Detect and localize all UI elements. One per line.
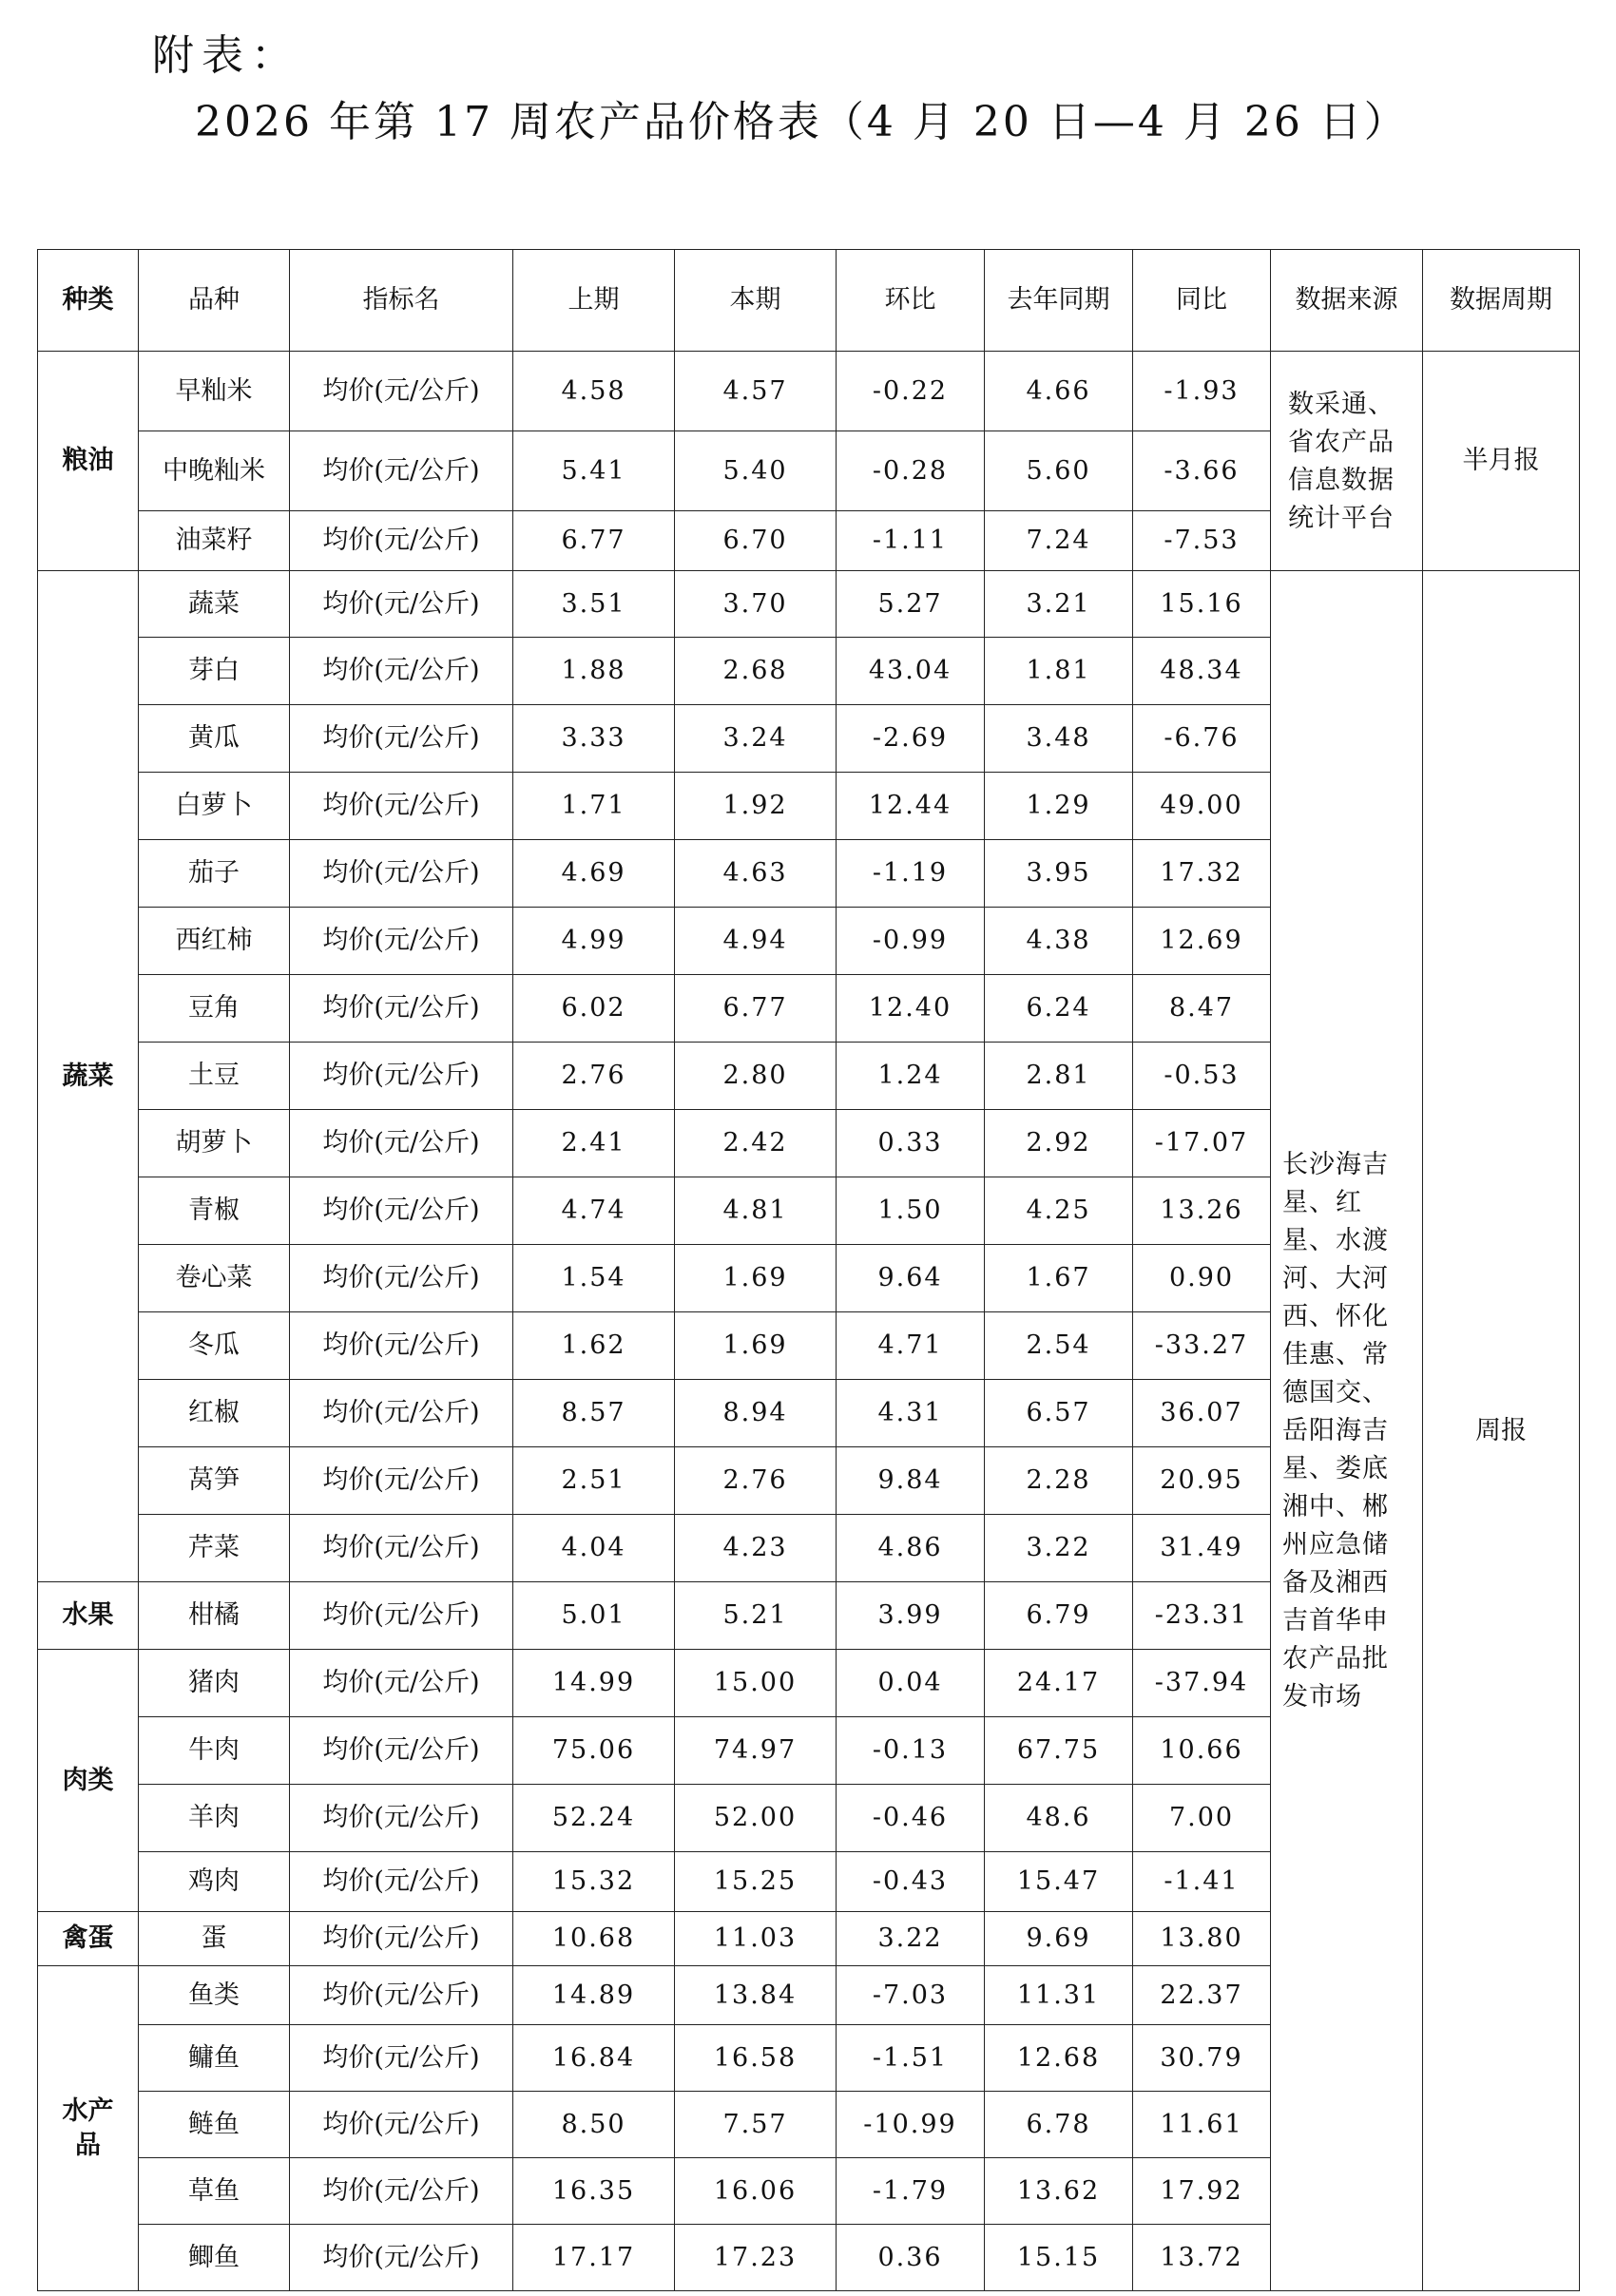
variety-cell: 黄瓜	[139, 705, 290, 773]
yoy-cell: -33.27	[1133, 1312, 1271, 1380]
current-value-cell: 1.69	[675, 1245, 837, 1312]
variety-cell: 蔬菜	[139, 571, 290, 638]
column-header: 数据周期	[1423, 250, 1580, 352]
current-value-cell: 1.69	[675, 1312, 837, 1380]
indicator-cell: 均价(元/公斤)	[290, 1966, 513, 2025]
indicator-cell: 均价(元/公斤)	[290, 2158, 513, 2225]
mom-cell: 1.50	[837, 1177, 985, 1245]
yoy-cell: 11.61	[1133, 2092, 1271, 2158]
indicator-cell: 均价(元/公斤)	[290, 571, 513, 638]
previous-value-cell: 75.06	[513, 1717, 675, 1785]
current-value-cell: 5.21	[675, 1582, 837, 1650]
data-period-cell: 周报	[1423, 571, 1580, 2291]
yoy-cell: -7.53	[1133, 511, 1271, 571]
last-year-cell: 13.62	[985, 2158, 1133, 2225]
indicator-cell: 均价(元/公斤)	[290, 2092, 513, 2158]
yoy-cell: 48.34	[1133, 638, 1271, 705]
yoy-cell: -37.94	[1133, 1650, 1271, 1717]
current-value-cell: 7.57	[675, 2092, 837, 2158]
current-value-cell: 17.23	[675, 2225, 837, 2291]
last-year-cell: 2.28	[985, 1447, 1133, 1515]
indicator-cell: 均价(元/公斤)	[290, 1043, 513, 1110]
current-value-cell: 4.81	[675, 1177, 837, 1245]
mom-cell: 5.27	[837, 571, 985, 638]
data-period-cell: 半月报	[1423, 352, 1580, 571]
last-year-cell: 6.24	[985, 975, 1133, 1043]
data-source-cell: 数采通、省农产品信息数据统计平台	[1271, 352, 1423, 571]
category-cell: 粮油	[38, 352, 139, 571]
indicator-cell: 均价(元/公斤)	[290, 431, 513, 511]
indicator-cell: 均价(元/公斤)	[290, 773, 513, 840]
mom-cell: 43.04	[837, 638, 985, 705]
variety-cell: 莴笋	[139, 1447, 290, 1515]
current-value-cell: 11.03	[675, 1912, 837, 1966]
previous-value-cell: 4.69	[513, 840, 675, 908]
previous-value-cell: 4.99	[513, 908, 675, 975]
indicator-cell: 均价(元/公斤)	[290, 1582, 513, 1650]
previous-value-cell: 17.17	[513, 2225, 675, 2291]
indicator-cell: 均价(元/公斤)	[290, 908, 513, 975]
indicator-cell: 均价(元/公斤)	[290, 1177, 513, 1245]
table-row	[38, 352, 1580, 431]
current-value-cell: 74.97	[675, 1717, 837, 1785]
last-year-cell: 1.81	[985, 638, 1133, 705]
yoy-cell: 12.69	[1133, 908, 1271, 975]
yoy-cell: -3.66	[1133, 431, 1271, 511]
last-year-cell: 2.81	[985, 1043, 1133, 1110]
yoy-cell: 10.66	[1133, 1717, 1271, 1785]
variety-cell: 西红柿	[139, 908, 290, 975]
last-year-cell: 15.15	[985, 2225, 1133, 2291]
previous-value-cell: 5.01	[513, 1582, 675, 1650]
previous-value-cell: 2.41	[513, 1110, 675, 1177]
mom-cell: 9.84	[837, 1447, 985, 1515]
variety-cell: 茄子	[139, 840, 290, 908]
variety-cell: 牛肉	[139, 1717, 290, 1785]
header-row	[38, 250, 1580, 352]
indicator-cell: 均价(元/公斤)	[290, 1515, 513, 1582]
mom-cell: 4.31	[837, 1380, 985, 1447]
current-value-cell: 16.58	[675, 2025, 837, 2092]
variety-cell: 鲫鱼	[139, 2225, 290, 2291]
variety-cell: 油菜籽	[139, 511, 290, 571]
last-year-cell: 6.79	[985, 1582, 1133, 1650]
previous-value-cell: 8.50	[513, 2092, 675, 2158]
previous-value-cell: 10.68	[513, 1912, 675, 1966]
mom-cell: -0.28	[837, 431, 985, 511]
indicator-cell: 均价(元/公斤)	[290, 2225, 513, 2291]
variety-cell: 冬瓜	[139, 1312, 290, 1380]
last-year-cell: 15.47	[985, 1852, 1133, 1912]
last-year-cell: 4.25	[985, 1177, 1133, 1245]
variety-cell: 羊肉	[139, 1785, 290, 1852]
yoy-cell: 22.37	[1133, 1966, 1271, 2025]
last-year-cell: 1.67	[985, 1245, 1133, 1312]
mom-cell: 12.40	[837, 975, 985, 1043]
current-value-cell: 1.92	[675, 773, 837, 840]
variety-cell: 早籼米	[139, 352, 290, 431]
last-year-cell: 67.75	[985, 1717, 1133, 1785]
mom-cell: -7.03	[837, 1966, 985, 2025]
variety-cell: 鸡肉	[139, 1852, 290, 1912]
indicator-cell: 均价(元/公斤)	[290, 705, 513, 773]
previous-value-cell: 15.32	[513, 1852, 675, 1912]
mom-cell: -1.51	[837, 2025, 985, 2092]
last-year-cell: 3.95	[985, 840, 1133, 908]
yoy-cell: 36.07	[1133, 1380, 1271, 1447]
indicator-cell: 均价(元/公斤)	[290, 1312, 513, 1380]
variety-cell: 豆角	[139, 975, 290, 1043]
indicator-cell: 均价(元/公斤)	[290, 1717, 513, 1785]
column-header: 种类	[38, 250, 139, 352]
indicator-cell: 均价(元/公斤)	[290, 352, 513, 431]
variety-cell: 胡萝卜	[139, 1110, 290, 1177]
mom-cell: 0.04	[837, 1650, 985, 1717]
last-year-cell: 7.24	[985, 511, 1133, 571]
current-value-cell: 16.06	[675, 2158, 837, 2225]
last-year-cell: 4.38	[985, 908, 1133, 975]
last-year-cell: 3.48	[985, 705, 1133, 773]
current-value-cell: 5.40	[675, 431, 837, 511]
last-year-cell: 5.60	[985, 431, 1133, 511]
current-value-cell: 3.70	[675, 571, 837, 638]
mom-cell: -0.22	[837, 352, 985, 431]
column-header: 品种	[139, 250, 290, 352]
current-value-cell: 52.00	[675, 1785, 837, 1852]
current-value-cell: 2.76	[675, 1447, 837, 1515]
indicator-cell: 均价(元/公斤)	[290, 1785, 513, 1852]
previous-value-cell: 5.41	[513, 431, 675, 511]
category-cell: 禽蛋	[38, 1912, 139, 1966]
column-header: 指标名	[290, 250, 513, 352]
variety-cell: 猪肉	[139, 1650, 290, 1717]
current-value-cell: 4.57	[675, 352, 837, 431]
indicator-cell: 均价(元/公斤)	[290, 1245, 513, 1312]
variety-cell: 草鱼	[139, 2158, 290, 2225]
yoy-cell: -0.53	[1133, 1043, 1271, 1110]
previous-value-cell: 4.04	[513, 1515, 675, 1582]
previous-value-cell: 16.35	[513, 2158, 675, 2225]
variety-cell: 卷心菜	[139, 1245, 290, 1312]
variety-cell: 青椒	[139, 1177, 290, 1245]
category-cell: 肉类	[38, 1650, 139, 1912]
variety-cell: 红椒	[139, 1380, 290, 1447]
mom-cell: 4.71	[837, 1312, 985, 1380]
yoy-cell: -1.41	[1133, 1852, 1271, 1912]
previous-value-cell: 2.51	[513, 1447, 675, 1515]
variety-cell: 中晚籼米	[139, 431, 290, 511]
previous-value-cell: 1.71	[513, 773, 675, 840]
mom-cell: -0.99	[837, 908, 985, 975]
indicator-cell: 均价(元/公斤)	[290, 1110, 513, 1177]
current-value-cell: 4.63	[675, 840, 837, 908]
current-value-cell: 2.80	[675, 1043, 837, 1110]
last-year-cell: 9.69	[985, 1912, 1133, 1966]
last-year-cell: 6.57	[985, 1380, 1133, 1447]
mom-cell: 3.22	[837, 1912, 985, 1966]
column-header: 环比	[837, 250, 985, 352]
table-row	[38, 571, 1580, 638]
last-year-cell: 3.22	[985, 1515, 1133, 1582]
mom-cell: 0.36	[837, 2225, 985, 2291]
mom-cell: -1.79	[837, 2158, 985, 2225]
variety-cell: 蛋	[139, 1912, 290, 1966]
page-title: 2026 年第 17 周农产品价格表（4 月 20 日—4 月 26 日）	[195, 98, 1409, 146]
indicator-cell: 均价(元/公斤)	[290, 1912, 513, 1966]
indicator-cell: 均价(元/公斤)	[290, 1380, 513, 1447]
indicator-cell: 均价(元/公斤)	[290, 511, 513, 571]
previous-value-cell: 16.84	[513, 2025, 675, 2092]
current-value-cell: 6.70	[675, 511, 837, 571]
last-year-cell: 2.92	[985, 1110, 1133, 1177]
mom-cell: -2.69	[837, 705, 985, 773]
category-cell: 蔬菜	[38, 571, 139, 1582]
current-value-cell: 4.23	[675, 1515, 837, 1582]
mom-cell: -1.19	[837, 840, 985, 908]
yoy-cell: 13.80	[1133, 1912, 1271, 1966]
yoy-cell: -6.76	[1133, 705, 1271, 773]
mom-cell: -0.43	[837, 1852, 985, 1912]
indicator-cell: 均价(元/公斤)	[290, 1852, 513, 1912]
mom-cell: -1.11	[837, 511, 985, 571]
current-value-cell: 4.94	[675, 908, 837, 975]
current-value-cell: 2.68	[675, 638, 837, 705]
mom-cell: 0.33	[837, 1110, 985, 1177]
category-cell: 水产品	[38, 1966, 139, 2291]
current-value-cell: 13.84	[675, 1966, 837, 2025]
column-header: 上期	[513, 250, 675, 352]
previous-value-cell: 52.24	[513, 1785, 675, 1852]
yoy-cell: 8.47	[1133, 975, 1271, 1043]
variety-cell: 芽白	[139, 638, 290, 705]
indicator-cell: 均价(元/公斤)	[290, 1650, 513, 1717]
yoy-cell: 30.79	[1133, 2025, 1271, 2092]
mom-cell: -10.99	[837, 2092, 985, 2158]
indicator-cell: 均价(元/公斤)	[290, 975, 513, 1043]
previous-value-cell: 1.54	[513, 1245, 675, 1312]
variety-cell: 白萝卜	[139, 773, 290, 840]
mom-cell: -0.46	[837, 1785, 985, 1852]
yoy-cell: 20.95	[1133, 1447, 1271, 1515]
column-header: 本期	[675, 250, 837, 352]
last-year-cell: 48.6	[985, 1785, 1133, 1852]
yoy-cell: -23.31	[1133, 1582, 1271, 1650]
variety-cell: 柑橘	[139, 1582, 290, 1650]
yoy-cell: 15.16	[1133, 571, 1271, 638]
price-table	[37, 249, 1580, 2291]
previous-value-cell: 1.88	[513, 638, 675, 705]
column-header: 数据来源	[1271, 250, 1423, 352]
last-year-cell: 24.17	[985, 1650, 1133, 1717]
previous-value-cell: 14.89	[513, 1966, 675, 2025]
previous-value-cell: 4.58	[513, 352, 675, 431]
column-header: 同比	[1133, 250, 1271, 352]
previous-value-cell: 2.76	[513, 1043, 675, 1110]
mom-cell: -0.13	[837, 1717, 985, 1785]
mom-cell: 1.24	[837, 1043, 985, 1110]
previous-value-cell: 14.99	[513, 1650, 675, 1717]
current-value-cell: 15.25	[675, 1852, 837, 1912]
previous-value-cell: 6.02	[513, 975, 675, 1043]
last-year-cell: 4.66	[985, 352, 1133, 431]
previous-value-cell: 3.51	[513, 571, 675, 638]
data-source-cell: 长沙海吉星、红星、水渡河、大河西、怀化佳惠、常德国交、岳阳海吉星、娄底湘中、郴州应急储备及湘西吉首华申农产品批发市场	[1271, 571, 1423, 2291]
variety-cell: 鳙鱼	[139, 2025, 290, 2092]
indicator-cell: 均价(元/公斤)	[290, 638, 513, 705]
last-year-cell: 3.21	[985, 571, 1133, 638]
previous-value-cell: 6.77	[513, 511, 675, 571]
column-header: 去年同期	[985, 250, 1133, 352]
last-year-cell: 1.29	[985, 773, 1133, 840]
yoy-cell: -1.93	[1133, 352, 1271, 431]
current-value-cell: 2.42	[675, 1110, 837, 1177]
yoy-cell: -17.07	[1133, 1110, 1271, 1177]
mom-cell: 12.44	[837, 773, 985, 840]
mom-cell: 9.64	[837, 1245, 985, 1312]
indicator-cell: 均价(元/公斤)	[290, 1447, 513, 1515]
yoy-cell: 31.49	[1133, 1515, 1271, 1582]
last-year-cell: 11.31	[985, 1966, 1133, 2025]
annex-label: 附表：	[152, 31, 300, 80]
variety-cell: 鱼类	[139, 1966, 290, 2025]
variety-cell: 芹菜	[139, 1515, 290, 1582]
previous-value-cell: 8.57	[513, 1380, 675, 1447]
variety-cell: 鲢鱼	[139, 2092, 290, 2158]
yoy-cell: 13.72	[1133, 2225, 1271, 2291]
yoy-cell: 0.90	[1133, 1245, 1271, 1312]
previous-value-cell: 4.74	[513, 1177, 675, 1245]
current-value-cell: 8.94	[675, 1380, 837, 1447]
last-year-cell: 2.54	[985, 1312, 1133, 1380]
current-value-cell: 15.00	[675, 1650, 837, 1717]
table-body	[38, 352, 1580, 2291]
mom-cell: 4.86	[837, 1515, 985, 1582]
previous-value-cell: 3.33	[513, 705, 675, 773]
indicator-cell: 均价(元/公斤)	[290, 840, 513, 908]
yoy-cell: 49.00	[1133, 773, 1271, 840]
category-cell: 水果	[38, 1582, 139, 1650]
mom-cell: 3.99	[837, 1582, 985, 1650]
yoy-cell: 17.92	[1133, 2158, 1271, 2225]
yoy-cell: 13.26	[1133, 1177, 1271, 1245]
indicator-cell: 均价(元/公斤)	[290, 2025, 513, 2092]
current-value-cell: 3.24	[675, 705, 837, 773]
yoy-cell: 17.32	[1133, 840, 1271, 908]
variety-cell: 土豆	[139, 1043, 290, 1110]
current-value-cell: 6.77	[675, 975, 837, 1043]
yoy-cell: 7.00	[1133, 1785, 1271, 1852]
previous-value-cell: 1.62	[513, 1312, 675, 1380]
last-year-cell: 6.78	[985, 2092, 1133, 2158]
last-year-cell: 12.68	[985, 2025, 1133, 2092]
